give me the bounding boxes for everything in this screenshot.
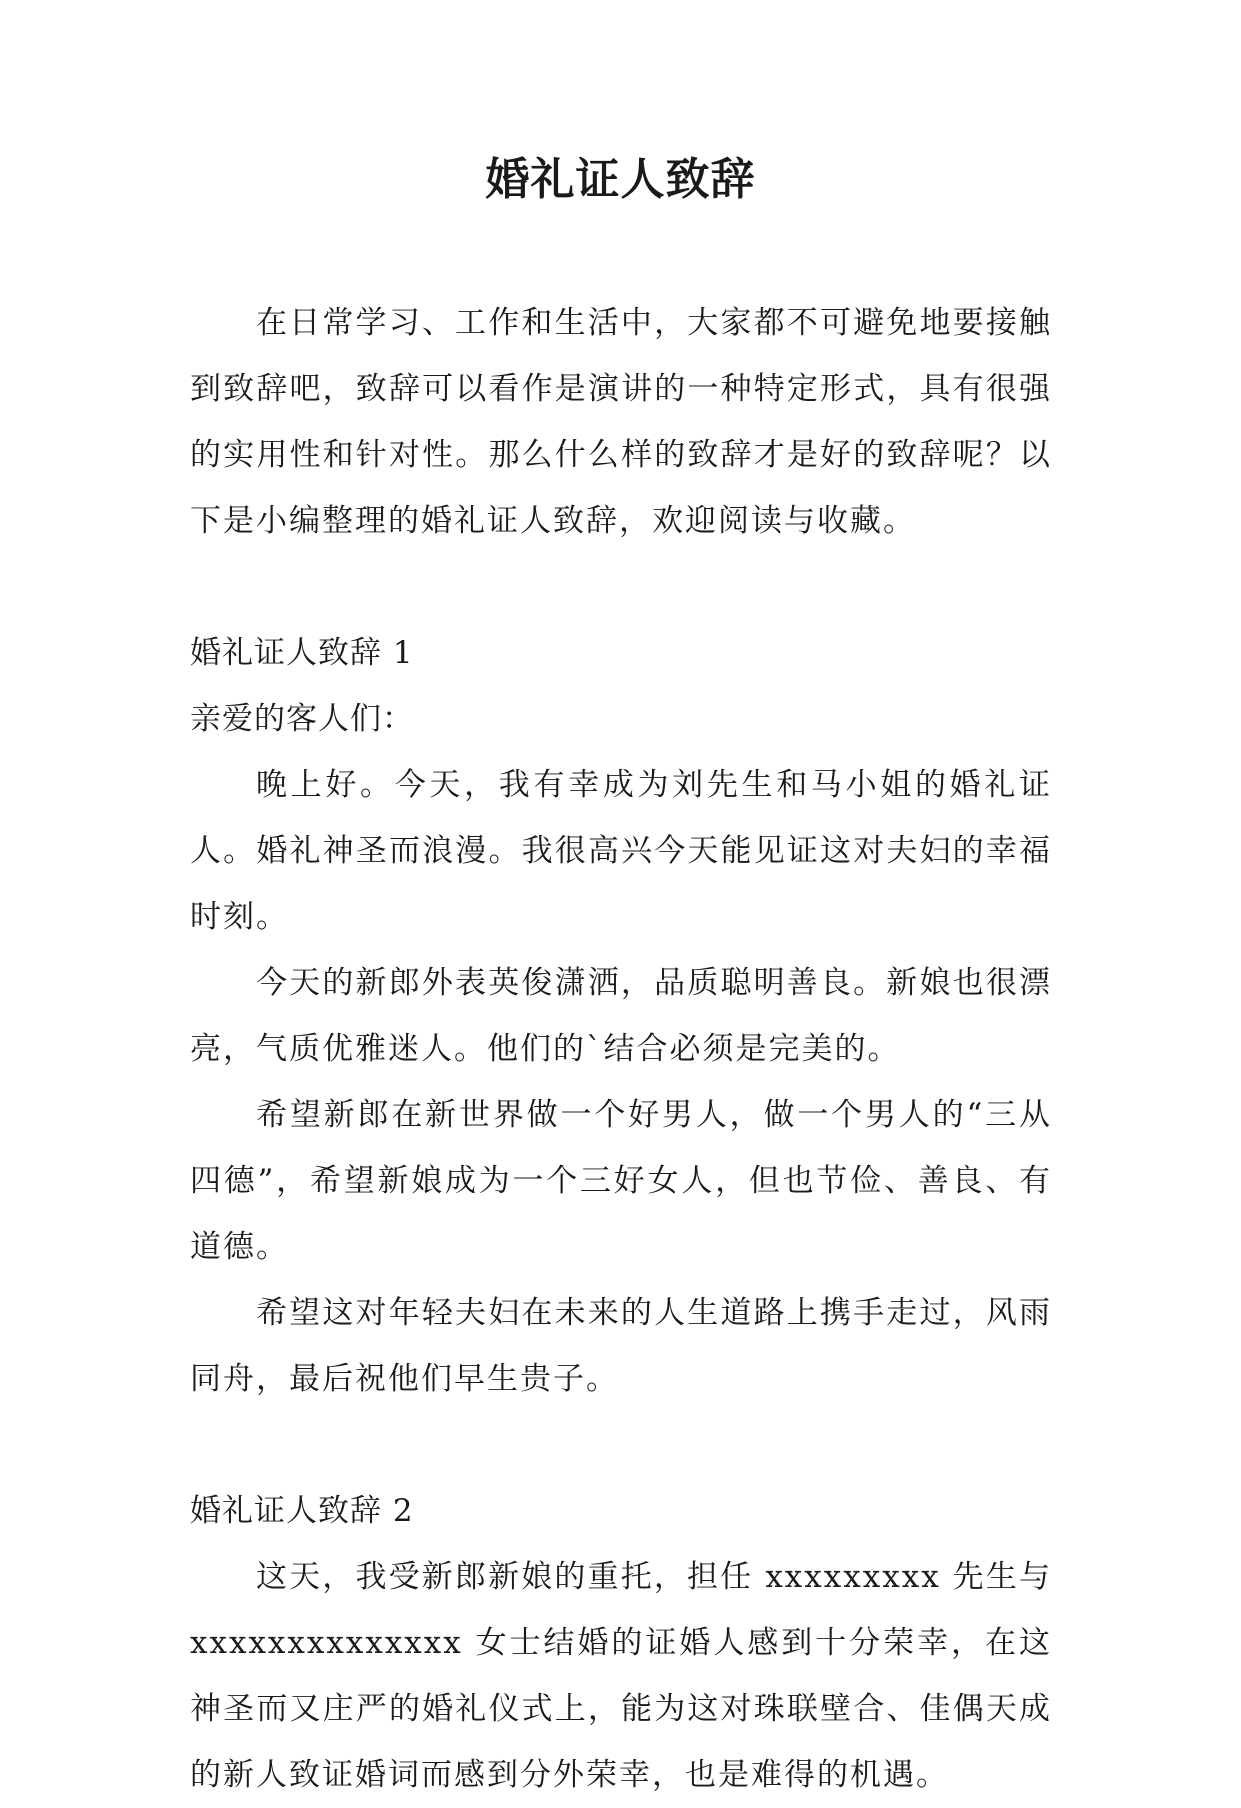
section-1-paragraph: 希望这对年轻夫妇在未来的人生道路上携手走过，风雨同舟，最后祝他们早生贵子。 [190, 1295, 1052, 1397]
section-2-heading: 婚礼证人致辞 2 [190, 1493, 414, 1529]
document-title: 婚礼证人致辞 [485, 154, 756, 205]
section-spacer [190, 554, 1052, 620]
section-1-paragraph: 希望新郎在新世界做一个好男人，做一个男人的“三从四德”，希望新娘成为一个三好女人，但也节俭、善良、有道德。 [190, 1097, 1052, 1265]
intro-paragraph: 在日常学习、工作和生活中，大家都不可避免地要接触到致辞吧，致辞可以看作是演讲的一种特定形式，具有很强的实用性和针对性。那么什么样的致辞才是好的致辞呢？以下是小编整理的婚礼证人致辞，欢迎阅读与收藏。 [190, 305, 1052, 539]
section-spacer [190, 1412, 1052, 1478]
section-1-paragraph: 晚上好。今天，我有幸成为刘先生和马小姐的婚礼证人。婚礼神圣而浪漫。我很高兴今天能见证这对夫妇的幸福时刻。 [190, 767, 1052, 935]
document-body [190, 290, 1052, 1808]
section-1-heading: 婚礼证人致辞 1 [190, 635, 414, 671]
salutation: 亲爱的客人们： [190, 701, 414, 737]
section-1-paragraph: 今天的新郎外表英俊潇洒，品质聪明善良。新娘也很漂亮，气质优雅迷人。他们的`结合必须是完美的。 [190, 965, 1052, 1067]
section-2-paragraph: 这天，我受新郎新娘的重托，担任 xxxxxxxxx 先生与 xxxxxxxxxxxxxx 女士结婚的证婚人感到十分荣幸，在这神圣而又庄严的婚礼仪式上，能为这对珠联壁合、佳偶天成的新人致证婚词而感到分外荣幸，也是难得的机遇。 [190, 1559, 1052, 1793]
